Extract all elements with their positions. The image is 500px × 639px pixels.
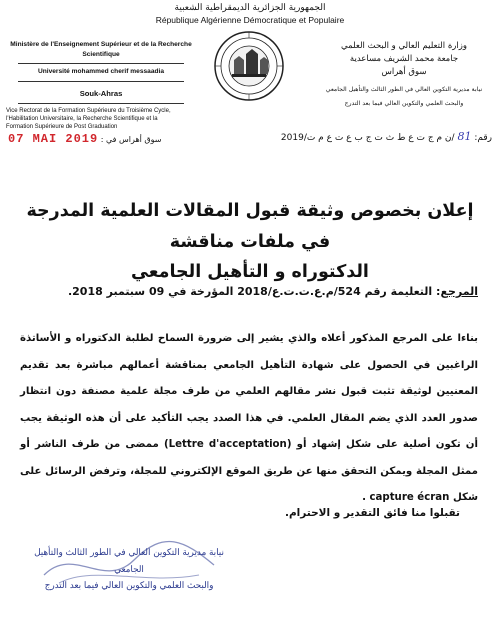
vice-rectorat-ar-2: والبحث العلمي والتكوين العالي فيما بعد التدرج	[344, 100, 464, 108]
body-paragraph: بناءا على المرجع المذكور أعلاه والذي يشير إلى ضرورة السماح لطلبة الدكتوراه و الأساتذة الراغبين في الحصول على شهادة التأهيل الجامعي بمناقشة أعمالهم مباشرة بعد تقديم المعنيين لوثيقة تثبت قبول نشر مقالهم العلمي من طرف مجلة علمية مصنفة دون انتظار صدور العدد الذي يضم المقال العلمي. في هذا الصدد يجب التأكيد على أن هذه الوثيقة يجب أن تكون أصلية على شكل إشهاد أو (Lettre d'acceptation) ممضى من طرف الناشر أو ممثل المجلة ويمكن التحقق منها عن طريق الموقع الإلكتروني للمجلة، وترفض الرسائل على شكل capture écran .	[20, 333, 478, 504]
city-ar: سوق أهراس	[381, 67, 427, 78]
signature-line-2: والبحث العلمي والتكوين العالي فيما بعد التدرج	[44, 581, 214, 592]
university-ar: جامعة محمد الشريف مساعدية	[349, 54, 459, 65]
vice-rectorat-fr-1: Vice Rectorat de la Formation Supérieure du Troisième Cycle,	[6, 107, 171, 114]
closing-line: تقبلوا منا فائق التقدير و الاحترام.	[284, 507, 460, 519]
document-title	[20, 196, 480, 288]
ministry-fr: Ministère de l'Enseignement Supérieur et de la Recherche Scientifique	[10, 41, 192, 58]
divider	[18, 81, 184, 82]
reference-handwritten-number: 81	[457, 130, 472, 143]
title-line-1: إعلان بخصوص وثيقة قبول المقالات العلمية المدرجة في ملفات مناقشة	[26, 201, 474, 252]
reference-suffix: /ن م ج ت ع ط ث ت ج ب ع ت ع م ت/2019	[280, 133, 455, 143]
reference-number	[281, 130, 492, 143]
reference-label: رقم:	[474, 133, 492, 143]
left-institution-block	[6, 40, 196, 131]
divider	[18, 63, 184, 64]
signature-block	[18, 545, 240, 595]
divider	[18, 103, 184, 104]
date-label: سوق أهراس في :	[100, 135, 162, 144]
french-republic-header: République Algérienne Démocratique et Populaire	[155, 15, 345, 25]
date-block	[8, 132, 161, 146]
ministry-ar: وزارة التعليم العالي و البحث العلمي	[341, 41, 467, 51]
vice-rectorat-fr-2: l'Habilitation Universitaire, la Recherche Scientifique et la	[6, 115, 158, 122]
reference-line	[18, 285, 478, 298]
arabic-republic-header: الجمهورية الجزائرية الديمقراطية الشعبية	[174, 3, 326, 13]
university-fr: Université mohammed cherif messaadia	[37, 68, 165, 76]
university-logo-icon	[212, 30, 286, 102]
vice-rectorat-fr-3: Formation Supérieure de Post Graduation	[6, 123, 118, 130]
date-stamp: 07 MAI 2019	[8, 132, 99, 146]
reference-line-text: : التعليمة رقم 524/م.ع.ت.ت.ع/2018 المؤرخة في 09 سبتمبر 2018.	[67, 285, 441, 298]
title-line-2: الدكتوراه و التأهيل الجامعي	[131, 262, 369, 283]
reference-line-label: المرجع	[440, 285, 478, 298]
vice-rectorat-ar-1: نيابة مديرية التكوين العالي في الطور الثالث والتأهيل الجامعي	[325, 85, 483, 93]
signature-line-1: نيابة مديرية التكوين العالي في الطور الثالث والتأهيل الجامعي	[34, 548, 224, 575]
city-fr: Souk-Ahras	[79, 88, 123, 98]
right-institution-block	[314, 40, 494, 109]
